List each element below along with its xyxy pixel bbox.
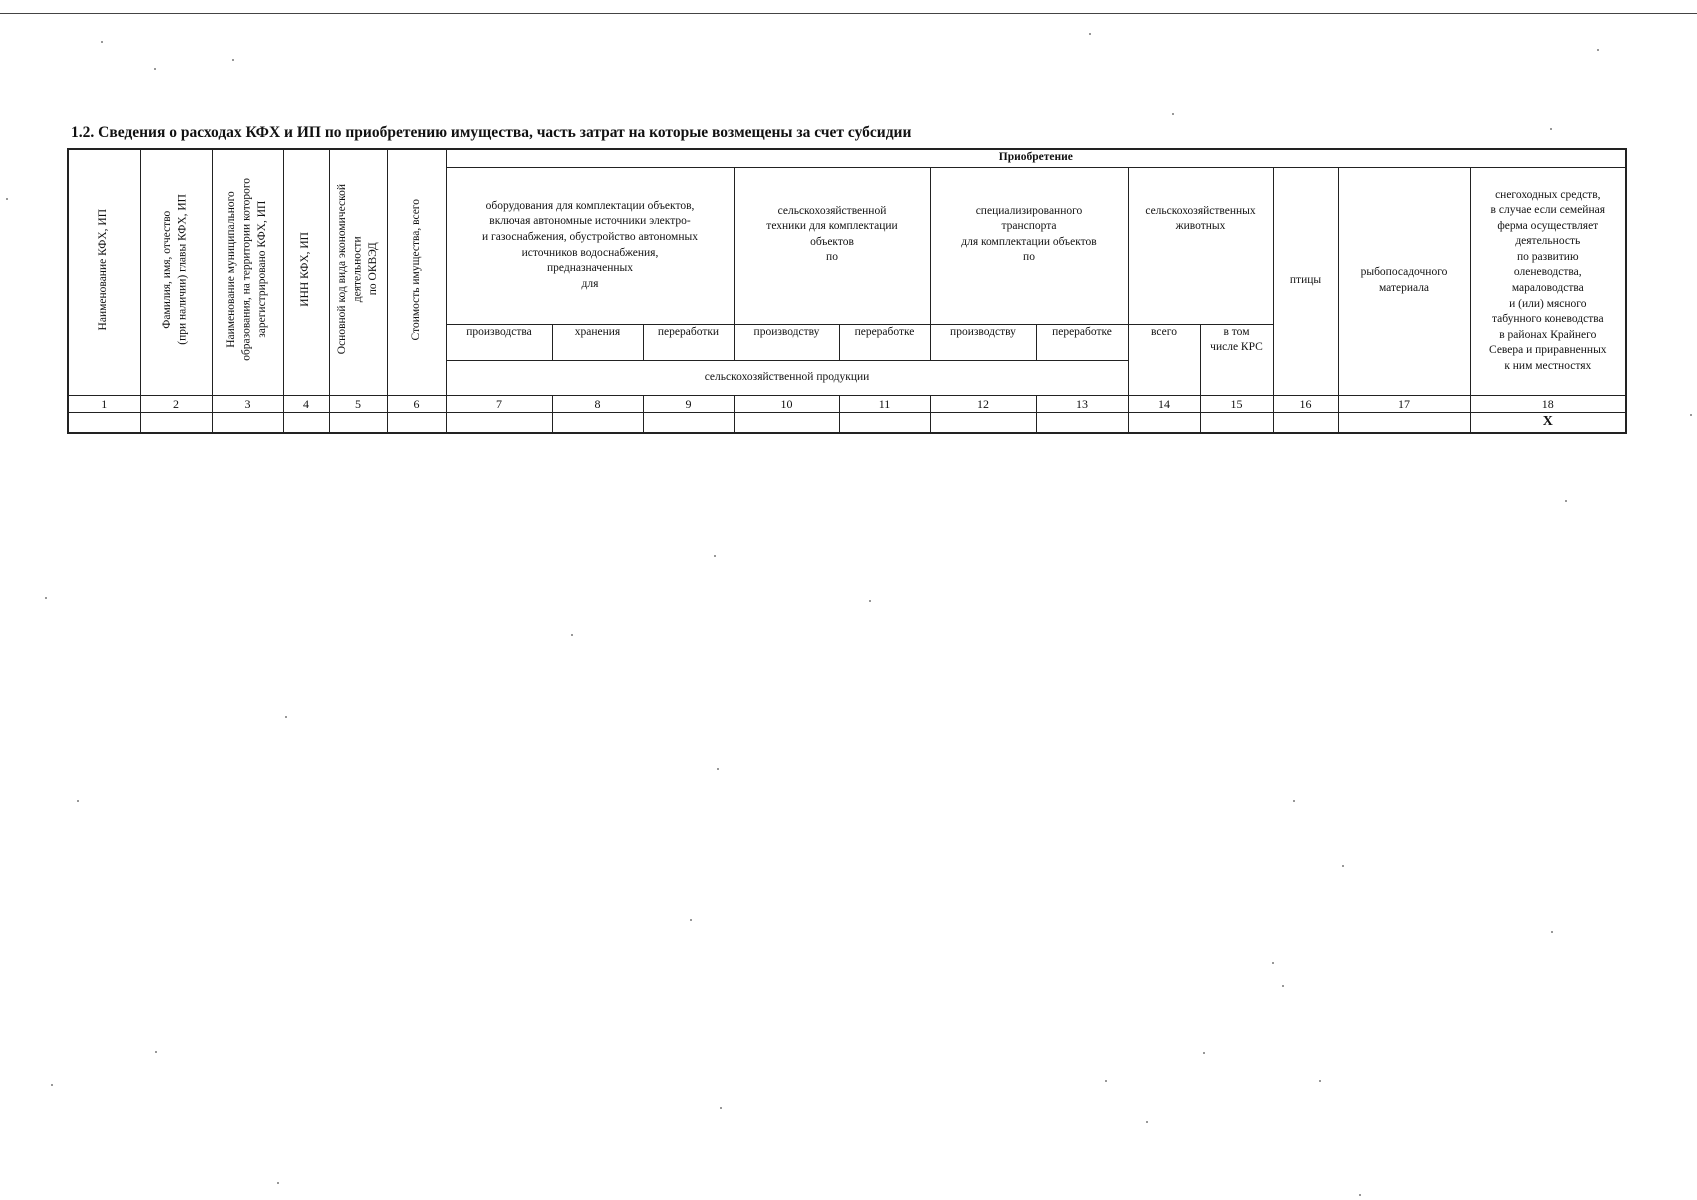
header-machinery-processing: переработке bbox=[839, 324, 930, 360]
data-cell[interactable] bbox=[552, 412, 643, 432]
data-cell-x-mark: X bbox=[1470, 412, 1626, 432]
column-number: 3 bbox=[212, 395, 283, 412]
section-title: 1.2. Сведения о расходах КФХ и ИП по приобретению имущества, часть затрат на которые возмещены за счет субсидии bbox=[71, 124, 912, 141]
header-inn: ИНН КФХ, ИП bbox=[283, 149, 329, 395]
column-number: 18 bbox=[1470, 395, 1626, 412]
data-cell[interactable] bbox=[140, 412, 212, 432]
data-row bbox=[68, 412, 1626, 432]
data-cell[interactable] bbox=[387, 412, 446, 432]
column-number: 6 bbox=[387, 395, 446, 412]
column-number: 7 bbox=[446, 395, 552, 412]
data-cell[interactable] bbox=[930, 412, 1036, 432]
header-fish-stock: рыбопосадочного материала bbox=[1338, 167, 1470, 395]
header-transport-production: производству bbox=[930, 324, 1036, 360]
header-animals: сельскохозяйственных животных bbox=[1128, 167, 1273, 324]
column-number: 9 bbox=[643, 395, 734, 412]
header-poultry: птицы bbox=[1273, 167, 1338, 395]
data-cell[interactable] bbox=[1200, 412, 1273, 432]
data-cell[interactable] bbox=[68, 412, 140, 432]
data-cell[interactable] bbox=[446, 412, 552, 432]
column-number: 16 bbox=[1273, 395, 1338, 412]
header-okved: Основной код вида экономической деятельности по ОКВЭД bbox=[329, 149, 387, 395]
header-head-fullname: Фамилия, имя, отчество (при наличии) главы КФХ, ИП bbox=[140, 149, 212, 395]
column-number: 1 bbox=[68, 395, 140, 412]
column-number: 10 bbox=[734, 395, 839, 412]
data-cell[interactable] bbox=[643, 412, 734, 432]
column-numbers-row bbox=[68, 395, 1626, 412]
header-equipment-production: производства bbox=[446, 324, 552, 360]
header-equipment: оборудования для комплектации объектов, включая автономные источники электро- и газоснабжения, обустройство автономных источников водоснабжения, предназначенных для bbox=[446, 167, 734, 324]
header-municipality: Наименование муниципального образования, на территории которого зарегистрировано КФХ, ИП bbox=[212, 149, 283, 395]
header-animals-krs: в том числе КРС bbox=[1200, 324, 1273, 395]
data-cell[interactable] bbox=[212, 412, 283, 432]
header-transport-processing: переработке bbox=[1036, 324, 1128, 360]
header-machinery-production: производству bbox=[734, 324, 839, 360]
column-number: 2 bbox=[140, 395, 212, 412]
column-number: 5 bbox=[329, 395, 387, 412]
header-animals-total: всего bbox=[1128, 324, 1200, 395]
data-cell[interactable] bbox=[1273, 412, 1338, 432]
subsidy-expenses-table bbox=[67, 148, 1627, 434]
header-acquisition: Приобретение bbox=[446, 149, 1626, 167]
header-equipment-storage: хранения bbox=[552, 324, 643, 360]
header-kfh-name: Наименование КФХ, ИП bbox=[68, 149, 140, 395]
header-snowmobiles: снегоходных средств, в случае если семейная ферма осуществляет деятельность по развитию оленеводства, мараловодства и (или) мясного табунного коневодства в районах Крайнего Севера и приравненных к ним местностях bbox=[1470, 167, 1626, 395]
column-number: 4 bbox=[283, 395, 329, 412]
header-equipment-processing: переработки bbox=[643, 324, 734, 360]
data-cell[interactable] bbox=[734, 412, 839, 432]
column-number: 11 bbox=[839, 395, 930, 412]
data-cell[interactable] bbox=[839, 412, 930, 432]
header-row-group bbox=[68, 149, 1626, 167]
data-cell[interactable] bbox=[283, 412, 329, 432]
column-number: 17 bbox=[1338, 395, 1470, 412]
header-property-cost: Стоимость имущества, всего bbox=[387, 149, 446, 395]
header-agricultural-products: сельскохозяйственной продукции bbox=[446, 360, 1128, 395]
data-cell[interactable] bbox=[1128, 412, 1200, 432]
header-transport: специализированного транспорта для комплектации объектов по bbox=[930, 167, 1128, 324]
data-cell[interactable] bbox=[329, 412, 387, 432]
column-number: 13 bbox=[1036, 395, 1128, 412]
column-number: 12 bbox=[930, 395, 1036, 412]
data-cell[interactable] bbox=[1036, 412, 1128, 432]
data-cell[interactable] bbox=[1338, 412, 1470, 432]
column-number: 14 bbox=[1128, 395, 1200, 412]
header-machinery: сельскохозяйственной техники для комплектации объектов по bbox=[734, 167, 930, 324]
column-number: 8 bbox=[552, 395, 643, 412]
top-rule bbox=[0, 13, 1697, 14]
column-number: 15 bbox=[1200, 395, 1273, 412]
